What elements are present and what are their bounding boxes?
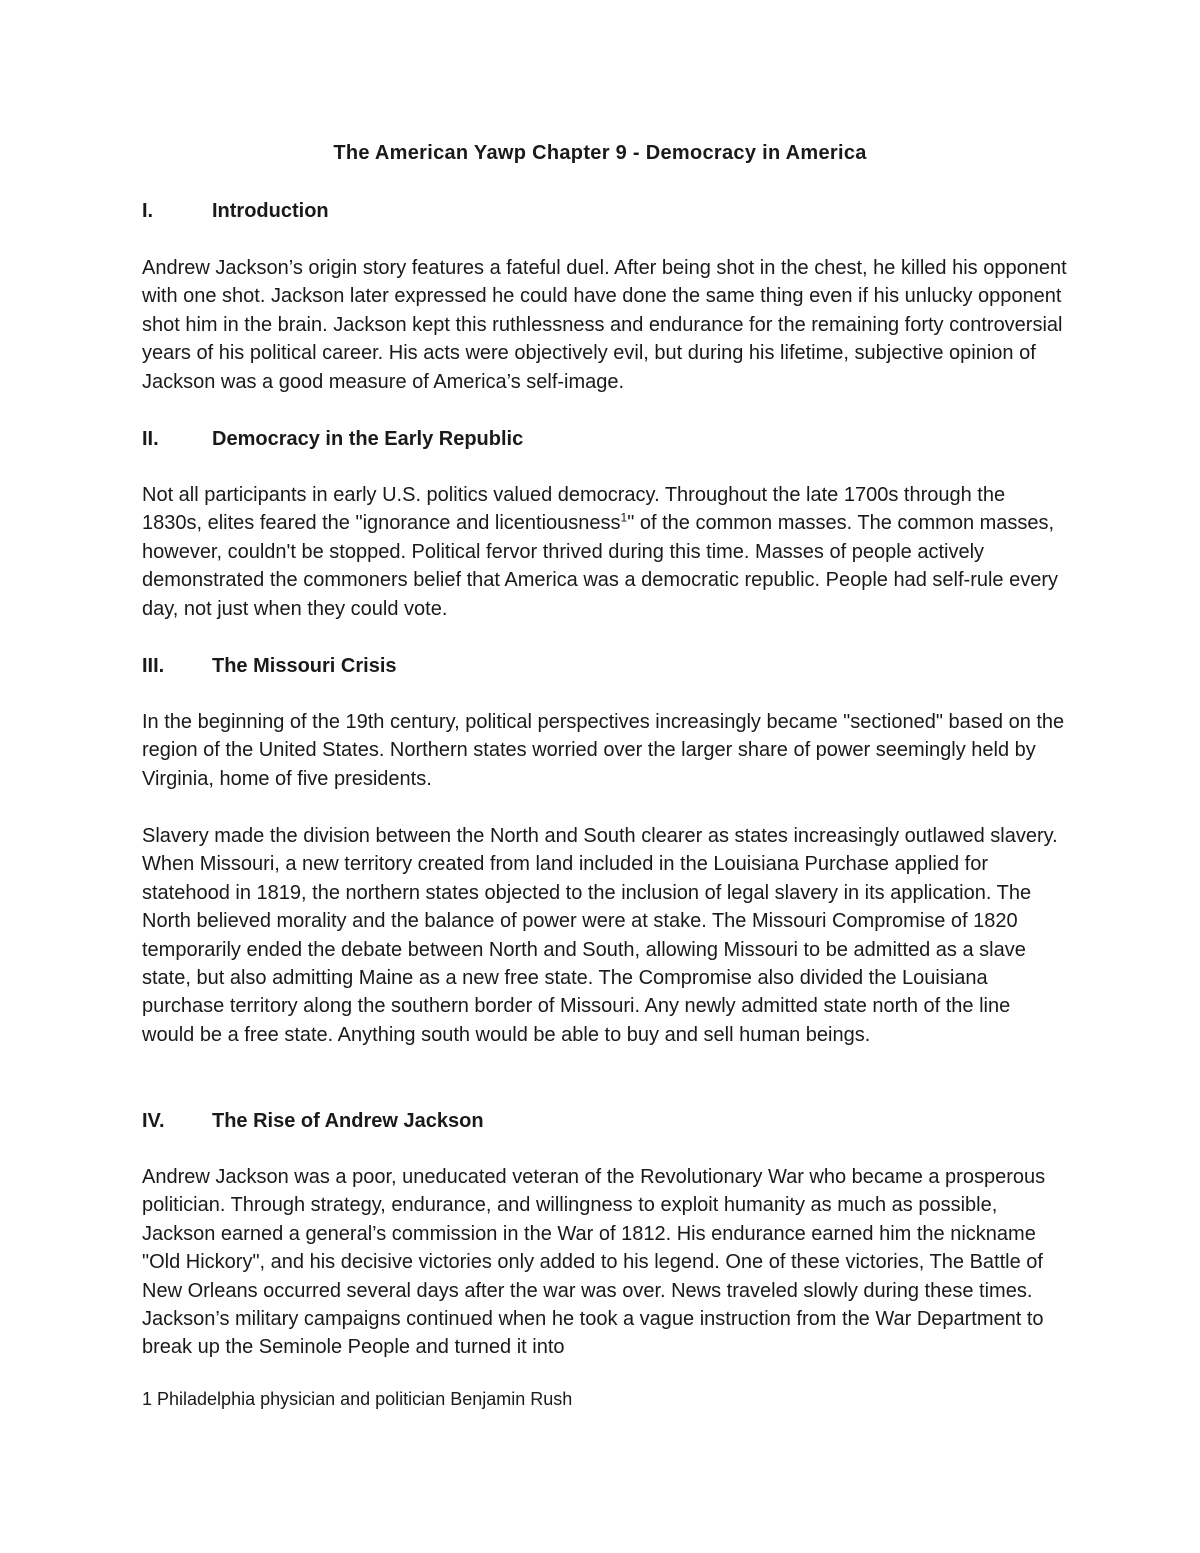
section-heading-introduction — [142, 200, 329, 223]
paragraph-missouri-2: Slavery made the division between the North and South clearer as states increasingly outlawed slavery. When Missouri, a new territory created from land included in the Louisiana Purchase applied for statehood in 1819, the northern states objected to the inclusion of legal slavery in its application. The North believed morality and the balance of power were at stake. The Missouri Compromise of 1820 temporarily ended the debate between North and South, allowing Missouri to be admitted as a slave state, but also admitting Maine as a new free state. The Compromise also divided the Louisiana purchase territory along the southern border of Missouri. Any newly admitted state north of the line would be a free state. Anything south would be able to buy and sell human beings. — [142, 825, 1058, 1046]
section-numeral: IV. — [142, 1110, 165, 1132]
document-title: The American Yawp Chapter 9 - Democracy in America — [333, 142, 867, 164]
footnote-marker: 1 — [620, 510, 628, 525]
section-numeral: III. — [142, 655, 165, 677]
section-title: Democracy in the Early Republic — [212, 428, 524, 450]
section-title: The Missouri Crisis — [212, 655, 397, 677]
section-title: Introduction — [212, 200, 329, 222]
paragraph-introduction: Andrew Jackson’s origin story features a fateful duel. After being shot in the chest, he killed his opponent with one shot. Jackson later expressed he could have done the same thing even if his unlucky opponent shot him in the brain. Jackson kept this ruthlessness and endurance for the remaining forty controversial years of his political career. His acts were objectively evil, but during his lifetime, subjective opinion of Jackson was a good measure of America’s self-image. — [142, 257, 1067, 393]
section-heading-rise-of-jackson — [142, 1110, 484, 1133]
section-title: The Rise of Andrew Jackson — [212, 1110, 484, 1132]
footnote: 1 Philadelphia physician and politician Benjamin Rush — [142, 1389, 573, 1409]
paragraph-text: " of the common masses. The common masses, however, couldn't be stopped. Political fervor thrived during this time. Masses of people actively demonstrated the commoners belief that America was a democratic republic. People had self-rule every day, not just when they could vote. — [142, 512, 1059, 620]
paragraph-democracy — [142, 481, 1067, 623]
section-numeral: II. — [142, 428, 159, 450]
paragraph-text: Not all participants in early U.S. politics valued democracy. Throughout the late 1700s through the 1830s, elites feared the "ignorance and licentiousness — [142, 484, 1006, 535]
section-heading-missouri-crisis — [142, 655, 397, 678]
section-heading-democracy — [142, 428, 523, 451]
paragraph-rise-of-jackson: Andrew Jackson was a poor, uneducated veteran of the Revolutionary War who became a prosperous politician. Through strategy, endurance, and willingness to exploit humanity as much as possible, Jackson earned a general’s commission in the War of 1812. His endurance earned him the nickname "Old Hickory", and his decisive victories only added to his legend. One of these victories, The Battle of New Orleans occurred several days after the war was over. News traveled slowly during these times. Jackson’s military campaigns continued when he took a vague instruction from the War Department to break up the Seminole People and turned it into — [142, 1166, 1046, 1359]
section-numeral: I. — [142, 200, 154, 222]
paragraph-missouri-1: In the beginning of the 19th century, political perspectives increasingly became "sectioned" based on the region of the United States. Northern states worried over the larger share of power seemingly held by Virginia, home of five presidents. — [142, 711, 1065, 790]
